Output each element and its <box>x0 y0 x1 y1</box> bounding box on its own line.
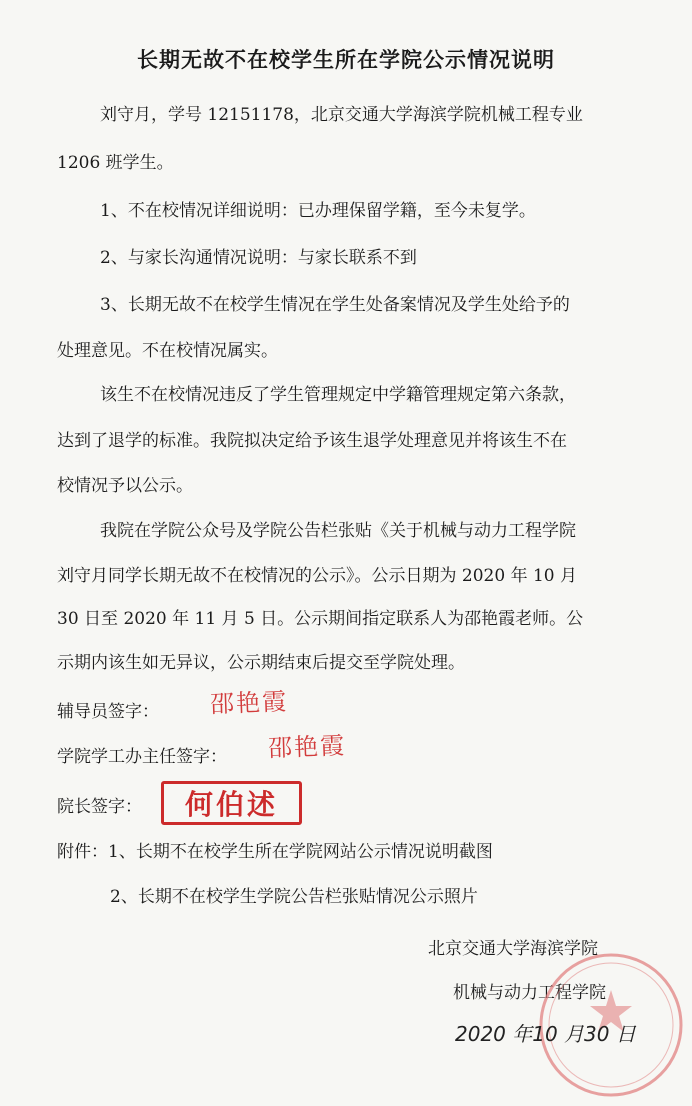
office-director-label: 学院学工办主任签字： <box>57 747 227 767</box>
item-3-line-1: 3、长期无故不在校学生情况在学生处备案情况及学生处给予的 <box>100 295 570 315</box>
para2-line-1: 该生不在校情况违反了学生管理规定中学籍管理规定第六条款， <box>100 385 576 405</box>
signing-date: 2020 年10 月30 日 <box>455 1022 636 1046</box>
para3-line-1: 我院在学院公众号及学院公告栏张贴《关于机械与动力工程学院 <box>100 521 576 541</box>
counselor-signature: 邵艳霞 <box>209 687 289 719</box>
dean-signature-stamp: 何伯述 <box>161 781 302 825</box>
intro-line-1: 刘守月，学号 12151178，北京交通大学海滨学院机械工程专业 <box>100 105 583 125</box>
para3-line-2: 刘守月同学长期无故不在校情况的公示》。公示日期为 2020 年 10 月 <box>57 566 578 586</box>
dean-label: 院长签字： <box>57 797 142 817</box>
attachment-1: 附件：1、长期不在校学生所在学院网站公示情况说明截图 <box>57 842 493 862</box>
org-college: 机械与动力工程学院 <box>453 983 606 1003</box>
office-director-signature: 邵艳霞 <box>267 731 347 763</box>
item-3-line-2: 处理意见。不在校情况属实。 <box>57 341 278 361</box>
org-university: 北京交通大学海滨学院 <box>428 939 598 959</box>
item-2: 2、与家长沟通情况说明：与家长联系不到 <box>100 248 417 268</box>
counselor-label: 辅导员签字： <box>57 702 159 722</box>
intro-line-2: 1206 班学生。 <box>57 153 174 173</box>
para2-line-3: 校情况予以公示。 <box>57 476 193 496</box>
item-1: 1、不在校情况详细说明：已办理保留学籍，至今未复学。 <box>100 201 536 221</box>
para2-line-2: 达到了退学的标准。我院拟决定给予该生退学处理意见并将该生不在 <box>57 431 567 451</box>
page-title: 长期无故不在校学生所在学院公示情况说明 <box>137 47 555 72</box>
para3-line-3: 30 日至 2020 年 11 月 5 日。公示期间指定联系人为邵艳霞老师。公 <box>57 609 584 629</box>
attachment-2: 2、长期不在校学生学院公告栏张贴情况公示照片 <box>110 887 478 907</box>
para3-line-4: 示期内该生如无异议，公示期结束后提交至学院处理。 <box>57 653 465 673</box>
